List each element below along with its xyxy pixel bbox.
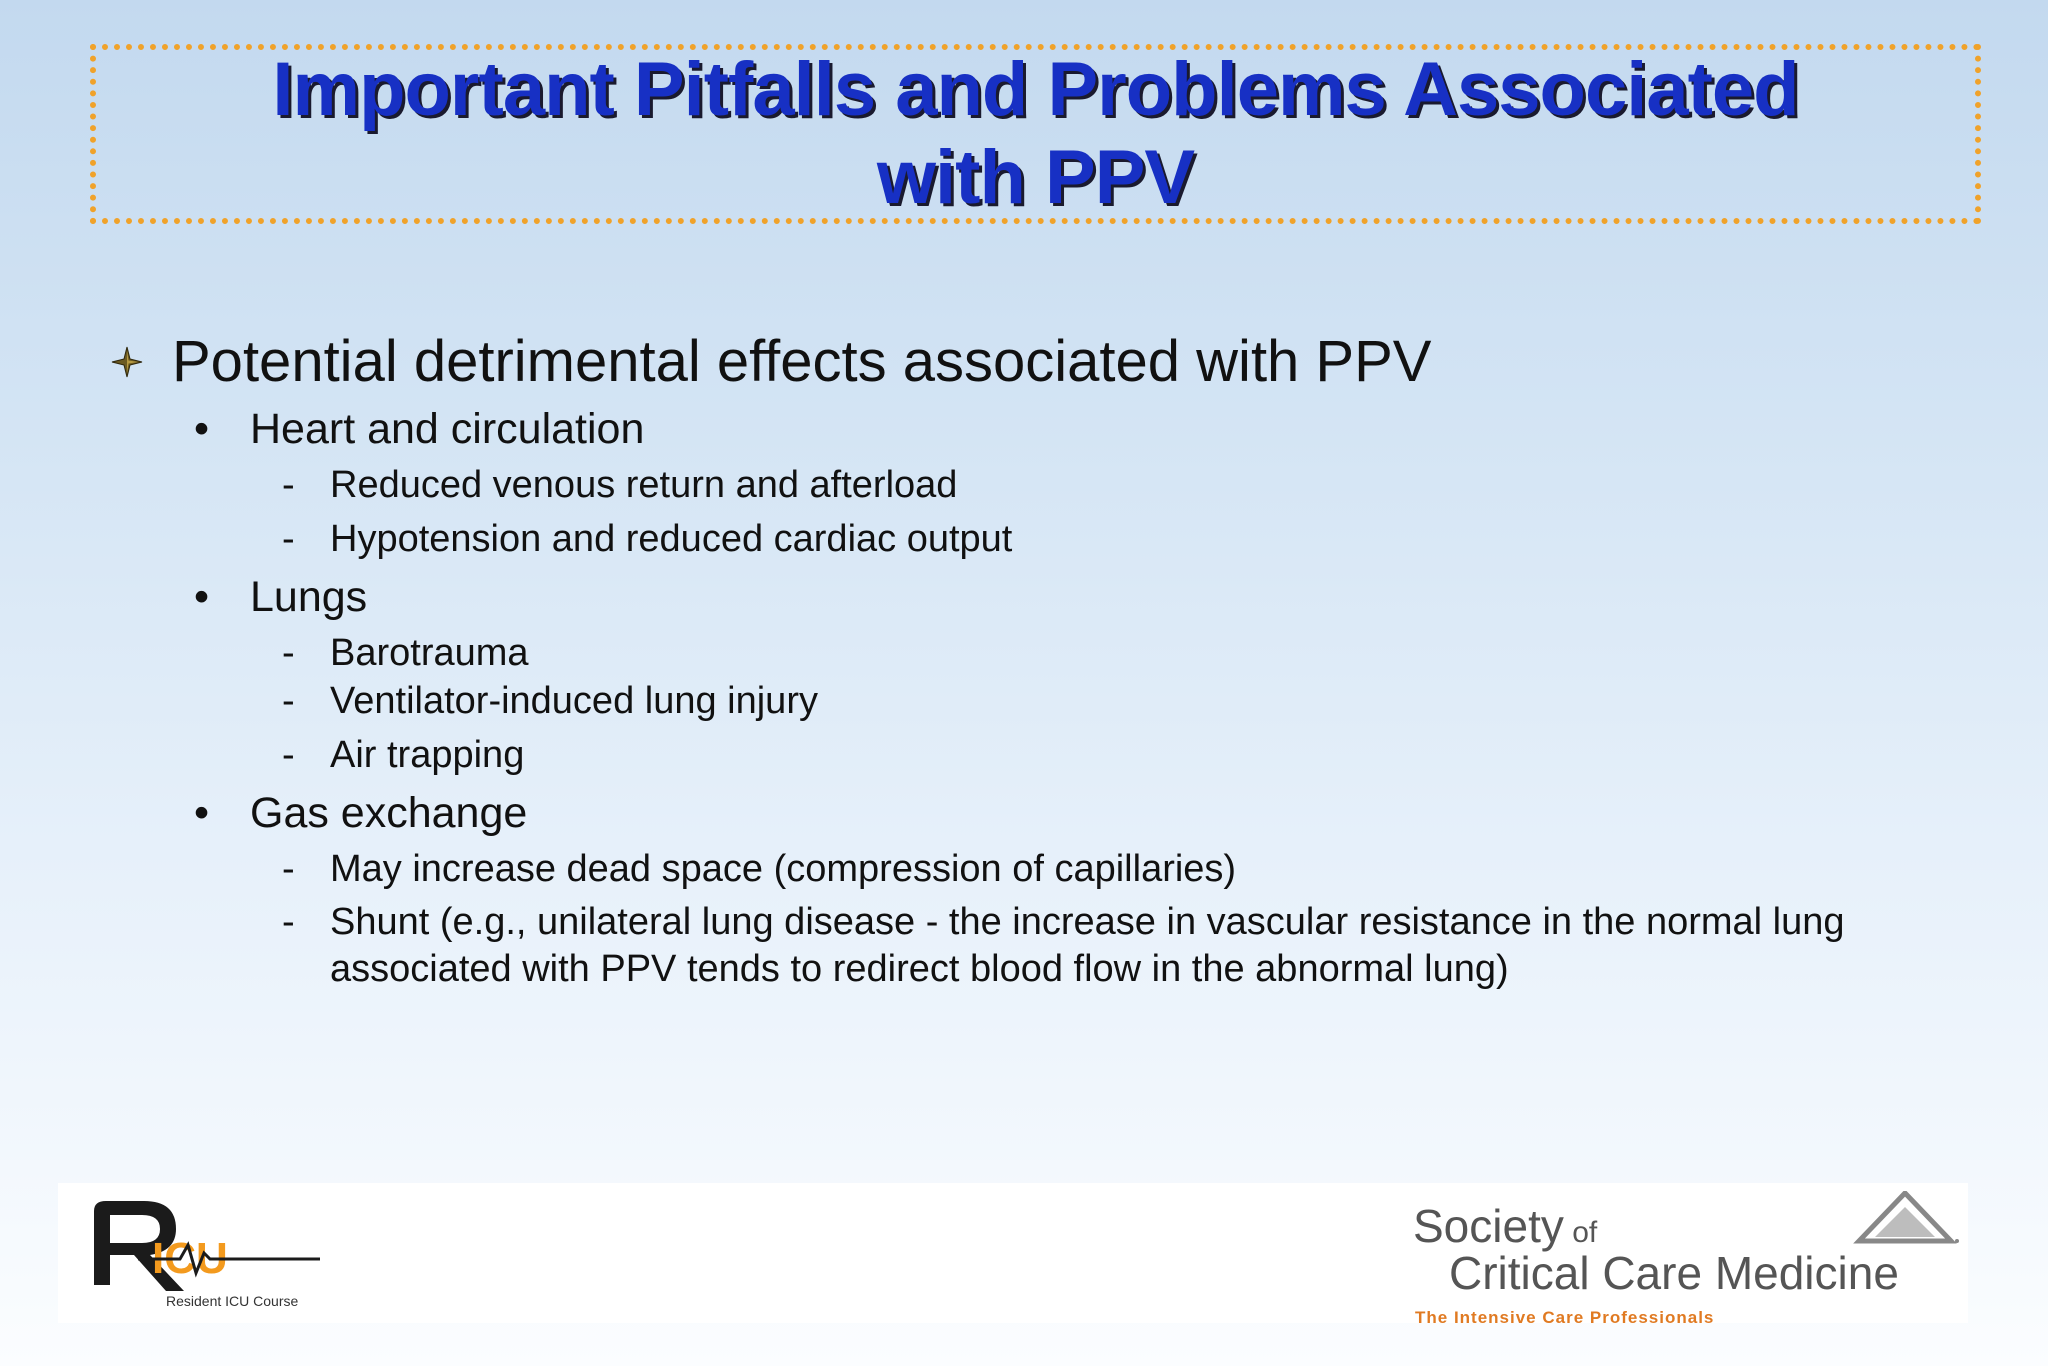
section-heading-text: Lungs [250, 573, 368, 621]
bullet-dot: • [194, 573, 210, 621]
footer-logo-strip [58, 1183, 1968, 1327]
sccm-of-word: of [1572, 1216, 1598, 1249]
list-item-text: Reduced venous return and afterload [330, 464, 958, 506]
bullet-dot: • [194, 405, 210, 453]
list-item-text: Shunt (e.g., unilateral lung disease - the increase in vascular resistance in the normal lung [330, 901, 1845, 943]
sccm-society-word: Society [1413, 1200, 1564, 1252]
triangle-logo-icon [1853, 1191, 1963, 1251]
list-item [110, 461, 2010, 509]
list-item [110, 515, 2010, 563]
svg-text:ICU: ICU [152, 1234, 228, 1283]
four-point-star-icon [110, 345, 144, 379]
dash-marker: - [282, 680, 295, 722]
list-item-text: May increase dead space (compression of capillaries) [330, 848, 1237, 890]
title-line-2: with PPV [876, 135, 1195, 220]
slide-title [272, 46, 1798, 222]
section-heading [110, 785, 2010, 841]
dash-marker: - [282, 734, 295, 776]
list-item [110, 899, 2010, 993]
section-heading [110, 401, 2010, 457]
dash-marker: - [282, 518, 295, 560]
dash-marker: - [282, 901, 295, 943]
section-heading-text: Heart and circulation [250, 405, 645, 453]
section-heading-text: Gas exchange [250, 789, 528, 837]
list-item-text: Hypotension and reduced cardiac output [330, 518, 1013, 560]
sccm-name: Critical Care Medicine [1449, 1247, 1899, 1299]
sccm-tagline: The Intensive Care Professionals [1415, 1308, 1715, 1327]
list-item [110, 845, 2010, 893]
ricu-subtitle: Resident ICU Course [166, 1293, 299, 1309]
list-item-text: Air trapping [330, 734, 525, 776]
dash-marker: - [282, 464, 295, 506]
slide-content [110, 325, 2010, 999]
dash-marker: - [282, 632, 295, 674]
list-item-text: Barotrauma [330, 632, 529, 674]
bullet-dot: • [194, 789, 210, 837]
main-point [110, 325, 2010, 399]
sccm-society-text [1413, 1199, 1597, 1253]
title-line-1: Important Pitfalls and Problems Associated [272, 47, 1799, 132]
list-item [110, 677, 2010, 725]
dash-marker: - [282, 848, 295, 890]
section-heading [110, 569, 2010, 625]
sccm-logo-block [1413, 1191, 1963, 1327]
main-point-text: Potential detrimental effects associated with PPV [172, 329, 1432, 394]
list-item-text: Ventilator-induced lung injury [330, 680, 818, 722]
list-item-text-continued: associated with PPV tends to redirect blood flow in the abnormal lung) [330, 948, 1509, 990]
list-item [110, 731, 2010, 779]
list-item [110, 629, 2010, 677]
title-box [90, 44, 1981, 224]
